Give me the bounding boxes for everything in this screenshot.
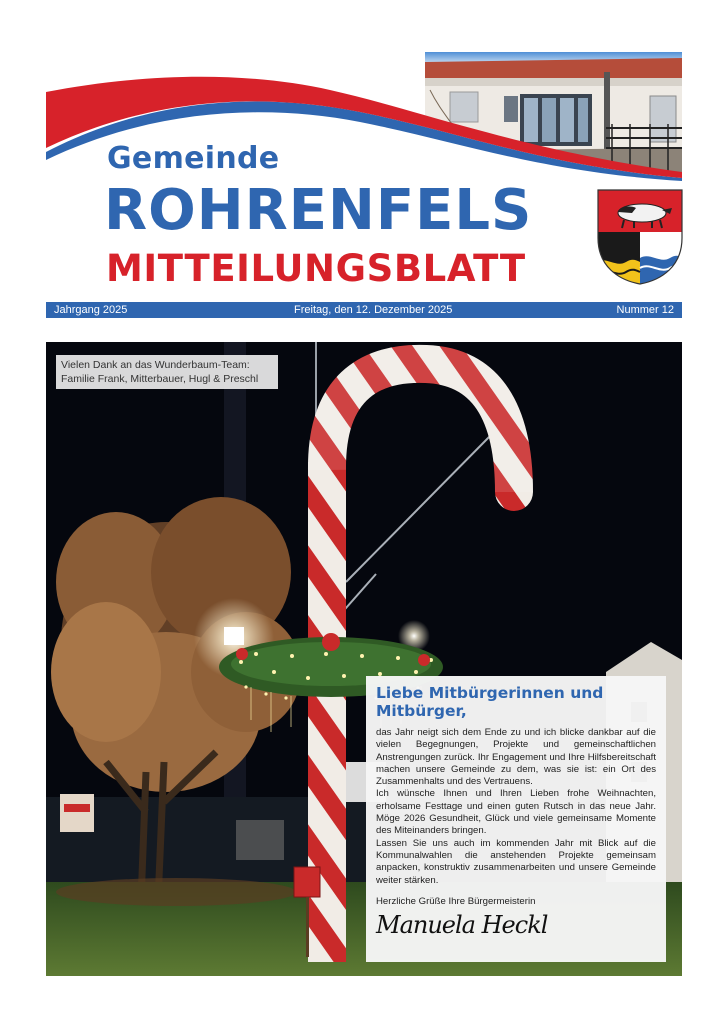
town-name: ROHRENFELS <box>104 178 533 243</box>
bulletin-title: MITTEILUNGSBLATT <box>106 247 526 290</box>
letter-paragraph: Lassen Sie uns auch im kommenden Jahr mit Blick auf die Kommunalwahlen die anstehenden Projekte gemeinsam anpacken, konstruktiv zusammenarbeiten und unsere Gemeinde weiter stärken. <box>376 837 656 886</box>
issue-year: Jahrgang 2025 <box>54 304 128 316</box>
issue-number: Nummer 12 <box>616 304 674 316</box>
mayor-letter <box>366 676 666 962</box>
title-line-gemeinde: Gemeinde <box>107 141 280 176</box>
issue-date: Freitag, den 12. Dezember 2025 <box>294 304 453 316</box>
issue-info-bar <box>46 302 682 318</box>
letter-paragraph: Ich wünsche Ihnen und Ihren Lieben frohe Weihnachten, erholsame Festtage und einen guten Rutsch in das neue Jahr. Möge 2026 Gesundheit, Glück und viele gemeinsame Momente des Miteinanders bringen. <box>376 788 656 837</box>
photo-caption: Vielen Dank an das Wunderbaum-Team: Familie Frank, Mitterbauer, Hugl & Preschl <box>56 355 278 389</box>
letter-greeting: Herzliche Grüße Ihre Bürgermeisterin <box>376 895 536 907</box>
mayor-signature: Manuela Heckl <box>376 910 548 939</box>
letter-paragraph: das Jahr neigt sich dem Ende zu und ich blicke dankbar auf die vielen Begegnungen, Projekte und gemeinschaftlichen Anstrengungen zurück. Ihr Engagement und Ihre Hilfsbereitschaft machen unsere Gemeinde zu dem, was sie ist: ein Ort des Zusammenhalts und des Vertrauens. <box>376 727 656 788</box>
letter-heading: Liebe Mitbürgerinnen und Mitbürger, <box>376 684 604 720</box>
coat-of-arms-icon <box>596 188 684 286</box>
